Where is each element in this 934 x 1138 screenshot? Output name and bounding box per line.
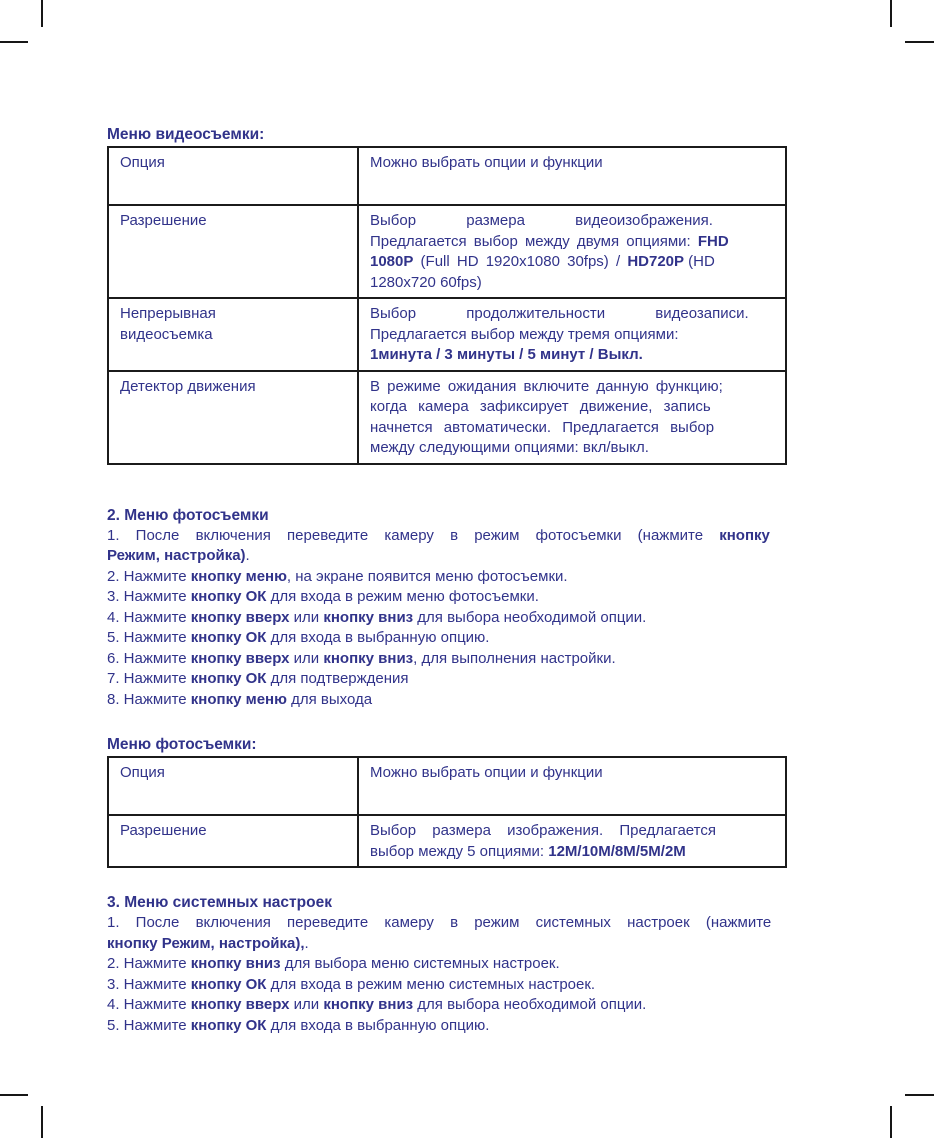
description-cell: Можно выбрать опции и функции bbox=[358, 757, 786, 815]
step-item: 4. Нажмите кнопку вверх или кнопку вниз для выбора необходимой опции. bbox=[107, 996, 647, 1013]
photo-section-heading: 2. Меню фотосъемки bbox=[107, 506, 269, 524]
step-item: 3. Нажмите кнопку ОК для входа в режим меню системных настроек. bbox=[107, 975, 596, 993]
option-cell: Непрерывная видеосъемка bbox=[108, 298, 358, 371]
table-row bbox=[108, 147, 786, 205]
option-cell: Опция bbox=[108, 147, 358, 205]
step-item: 1. После включения переведите камеру в режим системных настроек (нажмите кнопку Режим, настройка),. bbox=[107, 914, 772, 952]
crop-mark-bottom-left-vertical bbox=[41, 1106, 43, 1138]
option-cell: Детектор движения bbox=[108, 371, 358, 464]
video-menu-heading: Меню видеосъемки: bbox=[107, 126, 265, 143]
step-item: 2. Нажмите кнопку вниз для выбора меню системных настроек. bbox=[107, 955, 560, 972]
step-item: 5. Нажмите кнопку ОК для входа в выбранную опцию. bbox=[107, 629, 490, 646]
step-item: 5. Нажмите кнопку ОК для входа в выбранную опцию. bbox=[107, 1016, 490, 1034]
table-row bbox=[108, 298, 786, 371]
step-item: 2. Нажмите кнопку меню, на экране появится меню фотосъемки. bbox=[107, 567, 568, 585]
photo-section-steps bbox=[107, 526, 819, 711]
crop-mark-top-right-horizontal bbox=[905, 41, 934, 43]
document-content bbox=[107, 126, 819, 1036]
description-cell: Выбор продолжительности видеозаписи. Предлагается выбор между тремя опциями: 1минута / 3 минуты / 5 минут / Выкл. bbox=[358, 298, 786, 371]
photo-menu-heading: Меню фотосъемки: bbox=[107, 736, 257, 753]
step-item: 6. Нажмите кнопку вверх или кнопку вниз, для выполнения настройки. bbox=[107, 649, 616, 667]
option-cell: Разрешение bbox=[108, 815, 358, 867]
step-item: 1. После включения переведите камеру в режим фотосъемки (нажмите кнопку Режим, настройка). bbox=[107, 526, 770, 564]
crop-mark-top-right-vertical bbox=[890, 0, 892, 27]
system-section-heading: 3. Меню системных настроек bbox=[107, 894, 332, 911]
step-item: 3. Нажмите кнопку ОК для входа в режим меню фотосъемки. bbox=[107, 588, 539, 605]
description-cell: Выбор размера изображения. Предлагается выбор между 5 опциями: 12M/10M/8M/5M/2M bbox=[358, 815, 786, 867]
step-item: 8. Нажмите кнопку меню для выхода bbox=[107, 690, 373, 708]
video-menu-table bbox=[107, 146, 787, 465]
description-cell: В режиме ожидания включите данную функцию; когда камера зафиксирует движение, запись начнется автоматически. Предлагается выбор между следующими опциями: вкл/выкл. bbox=[358, 371, 786, 464]
description-cell: Выбор размера видеоизображения. Предлагается выбор между двумя опциями: FHD 1080P (Full HD 1920x1080 30fps) / HD720P (HD 1280x720 60fps) bbox=[358, 205, 786, 298]
description-cell: Можно выбрать опции и функции bbox=[358, 147, 786, 205]
system-section-steps bbox=[107, 913, 819, 1036]
crop-mark-bottom-right-horizontal bbox=[905, 1094, 934, 1096]
table-row bbox=[108, 205, 786, 298]
table-row bbox=[108, 371, 786, 464]
step-item: 4. Нажмите кнопку вверх или кнопку вниз для выбора необходимой опции. bbox=[107, 608, 647, 626]
crop-mark-top-left-horizontal bbox=[0, 41, 28, 43]
option-cell: Разрешение bbox=[108, 205, 358, 298]
table-row bbox=[108, 757, 786, 815]
table-row bbox=[108, 815, 786, 867]
crop-mark-bottom-left-horizontal bbox=[0, 1094, 28, 1096]
crop-mark-top-left-vertical bbox=[41, 0, 43, 27]
step-item: 7. Нажмите кнопку ОК для подтверждения bbox=[107, 670, 409, 687]
photo-menu-table bbox=[107, 756, 787, 868]
crop-mark-bottom-right-vertical bbox=[890, 1106, 892, 1138]
option-cell: Опция bbox=[108, 757, 358, 815]
